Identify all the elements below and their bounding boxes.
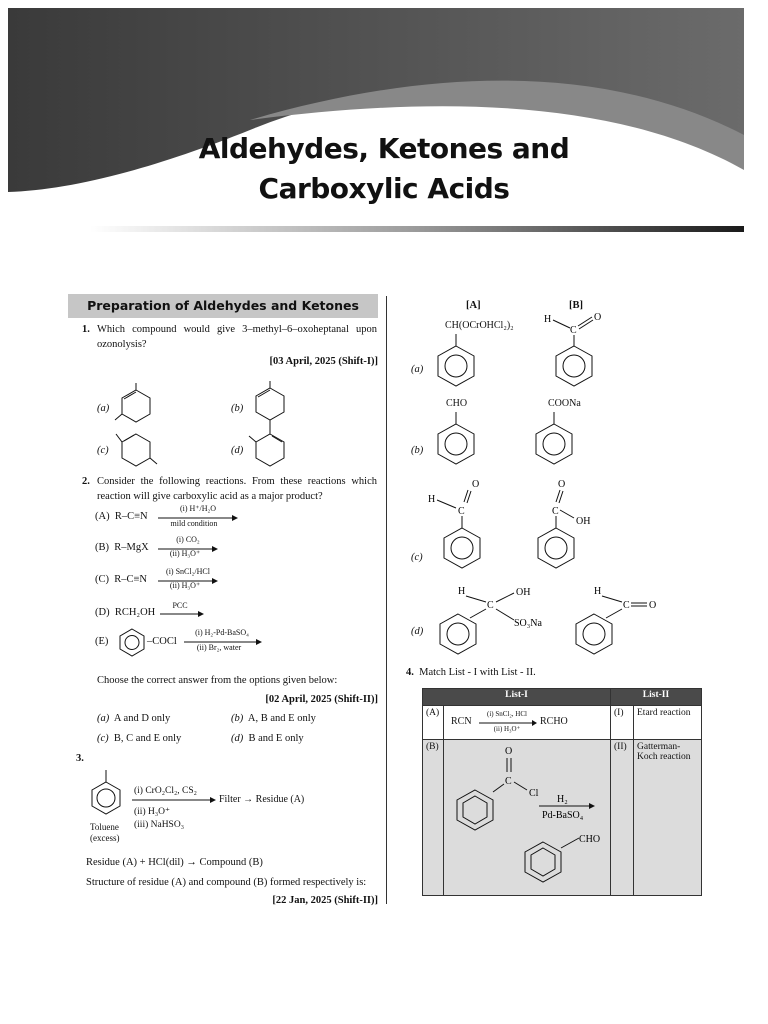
row-a-label: (A) xyxy=(423,706,444,740)
q2-text xyxy=(82,474,378,502)
reaction-a-below: mild condition xyxy=(170,519,218,528)
q2-source: [02 April, 2025 (Shift-II)] xyxy=(265,694,378,705)
opt-c-a-c-label: C xyxy=(458,506,465,517)
reaction-e-reactant: –COCl xyxy=(147,636,177,647)
reaction-c-above: (i) SnCl₂/HCl xyxy=(166,567,210,576)
opt-d-a-so3na-label: SO₃Na xyxy=(514,618,542,629)
opt-d-structure-b[interactable] xyxy=(560,582,670,660)
col-a-header: [A] xyxy=(466,300,481,311)
q3-reagent-2: (ii) H₃O⁺ xyxy=(134,807,171,817)
row-b-reaction xyxy=(444,740,611,896)
row-b-cl-label: Cl xyxy=(529,788,539,799)
opt-d-a-oh-label: OH xyxy=(516,587,531,598)
q1-question: Which compound would give 3–methyl–6–oxoheptanal upon ozonolysis? xyxy=(97,324,377,350)
reaction-d: (D) RCH₂OH xyxy=(95,607,156,618)
opt-c-a-h-label: H xyxy=(428,494,436,505)
toluene-excess: (excess) xyxy=(90,833,120,843)
reaction-b: (B) R–MgX xyxy=(95,542,149,553)
row-i-label: (I) xyxy=(611,706,634,740)
opt-d-structure-a[interactable] xyxy=(424,582,554,660)
opt-c-b-oh-label: OH xyxy=(576,516,591,527)
q1-source: [03 April, 2025 (Shift-I)] xyxy=(269,356,378,367)
q3-option-c-label: (c) xyxy=(411,552,423,563)
reaction-e-above: (i) H₂-Pd-BaSO₄ xyxy=(195,628,249,637)
opt-b-structure-b[interactable] xyxy=(530,410,578,474)
q1-number: 1. xyxy=(82,324,90,335)
col-b-header: [B] xyxy=(569,300,583,311)
q3-product: Filter → Residue (A) xyxy=(219,794,305,805)
row-b-h2-label: H₂ xyxy=(557,794,568,805)
opt-c-structure-a[interactable] xyxy=(424,476,504,586)
reaction-a-above: (i) H⁺/H₂O xyxy=(179,504,217,513)
q3-option-d-label: (d) xyxy=(411,626,424,637)
reaction-c: (C) R–C≡N xyxy=(95,574,148,585)
q1-option-d-structure[interactable] xyxy=(246,426,294,470)
opt-a-c-label: C xyxy=(570,325,577,336)
reaction-e-benzene xyxy=(116,626,148,658)
row-b-c-label: C xyxy=(505,776,512,787)
q2-option-a[interactable]: (a) A and D only xyxy=(97,713,171,724)
opt-c-structure-b[interactable] xyxy=(526,476,606,586)
opt-c-a-o-label: O xyxy=(472,479,480,490)
row-b-o-label: O xyxy=(505,746,513,757)
list2-header: List-II xyxy=(611,689,702,706)
q3-option-a-label: (a) xyxy=(411,364,424,375)
section-heading: Preparation of Aldehydes and Ketones xyxy=(68,294,378,318)
reaction-e-label: (E) xyxy=(95,636,109,647)
q3-option-b-label: (b) xyxy=(411,445,424,456)
row-b-cho-label: CHO xyxy=(579,834,601,845)
opt-a-structure-a[interactable] xyxy=(432,332,480,396)
q1-option-d-label: (d) xyxy=(231,445,244,456)
reaction-c-below: (ii) H₃O⁺ xyxy=(169,581,201,590)
q1-option-c-label: (c) xyxy=(97,445,109,456)
row-i-name: Etard reaction xyxy=(634,706,702,740)
q1-option-a-label: (a) xyxy=(97,403,110,414)
row-b-label: (B) xyxy=(423,740,444,896)
column-divider xyxy=(386,296,387,904)
toluene-label: Toluene xyxy=(90,822,119,832)
opt-d-a-c-label: C xyxy=(487,600,494,611)
opt-c-b-c-label: C xyxy=(552,506,559,517)
q1-option-b-structure[interactable] xyxy=(246,380,294,430)
q3-reagent-3: (iii) NaHSO₃ xyxy=(134,820,185,830)
q2-prompt: Choose the correct answer from the options given below: xyxy=(97,675,338,686)
opt-d-a-h-label: H xyxy=(458,586,466,597)
row-b-structures xyxy=(447,742,607,890)
reaction-e-below: (ii) Br₂, water xyxy=(196,643,242,652)
q1-text xyxy=(82,322,378,350)
q1-option-a-structure[interactable] xyxy=(112,382,160,426)
q3-arrow xyxy=(132,796,216,804)
page-title-line1: Aldehydes, Ketones and xyxy=(198,132,570,165)
page-title-line2: Carboxylic Acids xyxy=(258,172,510,205)
opt-a-structure-a-label: CH(OCrOHCl₂)₂ xyxy=(445,320,514,331)
q4-question: Match List - I with List - II. xyxy=(419,667,536,678)
q3-reagent-1: (i) CrO₂Cl₂, CS₂ xyxy=(134,786,197,796)
opt-a-h-label: H xyxy=(544,314,552,325)
opt-a-structure-b[interactable] xyxy=(536,308,616,396)
q1-option-b-label: (b) xyxy=(231,403,244,414)
q3-line3: Structure of residue (A) and compound (B) formed respectively is: xyxy=(86,877,367,888)
q2-option-c[interactable]: (c) B, C and E only xyxy=(97,733,182,744)
opt-d-b-c-label: C xyxy=(623,600,630,611)
q3-number: 3. xyxy=(76,753,84,764)
reaction-a: (A) R–C≡N xyxy=(95,511,148,522)
row-ii-name: Gatterman-Koch reaction xyxy=(634,740,702,896)
q3-line2: Residue (A) + HCl(dil) → Compound (B) xyxy=(86,857,263,868)
opt-d-b-o-label: O xyxy=(649,600,657,611)
opt-a-o-label: O xyxy=(594,312,602,323)
opt-c-b-o-label: O xyxy=(558,479,566,490)
q2-option-b[interactable]: (b) A, B and E only xyxy=(231,713,316,724)
reaction-d-above: PCC xyxy=(172,601,188,610)
row-b-pd-label: Pd-BaSO₄ xyxy=(542,810,584,821)
list1-header: List-I xyxy=(423,689,611,706)
opt-b-structure-a[interactable] xyxy=(432,410,480,474)
reaction-b-below: (ii) H₃O⁺ xyxy=(169,549,201,558)
q2-question: Consider the following reactions. From these reactions which reaction will give carboxylic acid as a major product? xyxy=(97,476,377,502)
q4-text xyxy=(406,665,536,680)
reaction-b-above: (i) CO₂ xyxy=(176,535,200,544)
q3-source: [22 Jan, 2025 (Shift-II)] xyxy=(272,895,378,906)
toluene-structure xyxy=(86,768,126,820)
match-table xyxy=(422,688,702,896)
opt-d-b-h-label: H xyxy=(594,586,602,597)
q1-option-c-structure[interactable] xyxy=(112,426,160,470)
row-a-reaction: RCN (i) SnCl₂, HCl (ii) H₃O⁺ RCHO xyxy=(444,706,611,740)
opt-b-structure-a-label: CHO xyxy=(446,398,468,409)
q2-option-d[interactable]: (d) B and E only xyxy=(231,733,304,744)
q2-number: 2. xyxy=(82,476,90,487)
reaction-d-arrow xyxy=(160,610,204,618)
q4-number: 4. xyxy=(406,667,414,678)
row-ii-label: (II) xyxy=(611,740,634,896)
opt-b-structure-b-label: COONa xyxy=(548,398,581,409)
